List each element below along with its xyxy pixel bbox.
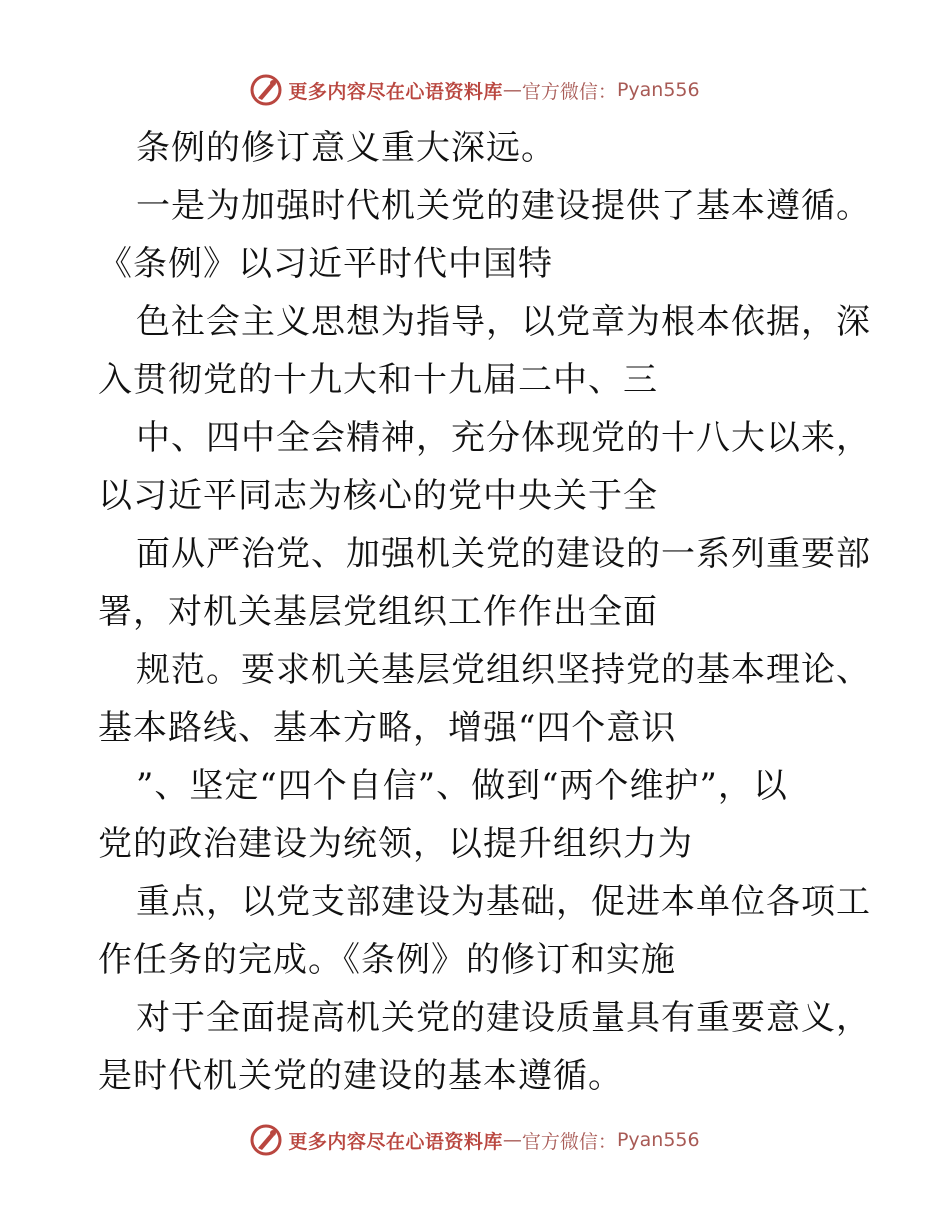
text-line-16: 对于全面提高机关党的建设质量具有重要意义，: [136, 998, 871, 1038]
watermark-account: Pyan556: [616, 1129, 700, 1151]
text-line-15: 作任务的完成。《条例》的修订和实施: [98, 940, 676, 980]
text-line-3: 《条例》以习近平时代中国特: [98, 244, 553, 284]
text-line-14: 重点，以党支部建设为基础，促进本单位各项工: [136, 882, 871, 922]
pen-logo-icon: [250, 74, 282, 106]
text-line-5: 入贯彻党的十九大和十九届二中、三: [98, 360, 658, 400]
text-line-11: 基本路线、基本方略，增强“四个意识: [98, 708, 677, 748]
text-line-4: 色社会主义思想为指导，以党章为根本依据，深: [136, 302, 871, 342]
watermark-site-text: 更多内容尽在心语资料库: [288, 80, 503, 103]
text-line-6: 中、四中全会精神，充分体现党的十八大以来，: [136, 418, 871, 458]
watermark-site-text: 更多内容尽在心语资料库: [288, 1130, 503, 1153]
text-line-8: 面从严治党、加强机关党的建设的一系列重要部: [136, 534, 871, 574]
text-line-7: 以习近平同志为核心的党中央关于全: [98, 476, 658, 516]
text-line-12: ”、坚定“四个自信”、做到“两个维护”，以: [136, 766, 788, 806]
watermark-dash: —: [502, 1129, 522, 1151]
text-line-13: 党的政治建设为统领，以提升组织力为: [98, 824, 693, 864]
header-watermark: [0, 72, 950, 108]
text-line-17: 是时代机关党的建设的基本遵循。: [98, 1056, 623, 1096]
text-line-9: 署，对机关基层党组织工作作出全面: [98, 592, 658, 632]
text-line-10: 规范。要求机关基层党组织坚持党的基本理论、: [136, 650, 871, 690]
text-line-1: 条例的修订意义重大深远。: [136, 128, 556, 168]
watermark-wechat-label: 官方微信：: [521, 80, 617, 103]
text-line-2: 一是为加强时代机关党的建设提供了基本遵循。: [136, 186, 871, 226]
watermark-wechat-label: 官方微信：: [521, 1130, 617, 1153]
pen-logo-icon: [250, 1124, 282, 1156]
watermark-dash: —: [502, 79, 522, 101]
watermark-account: Pyan556: [616, 79, 700, 101]
footer-watermark: [0, 1122, 950, 1158]
